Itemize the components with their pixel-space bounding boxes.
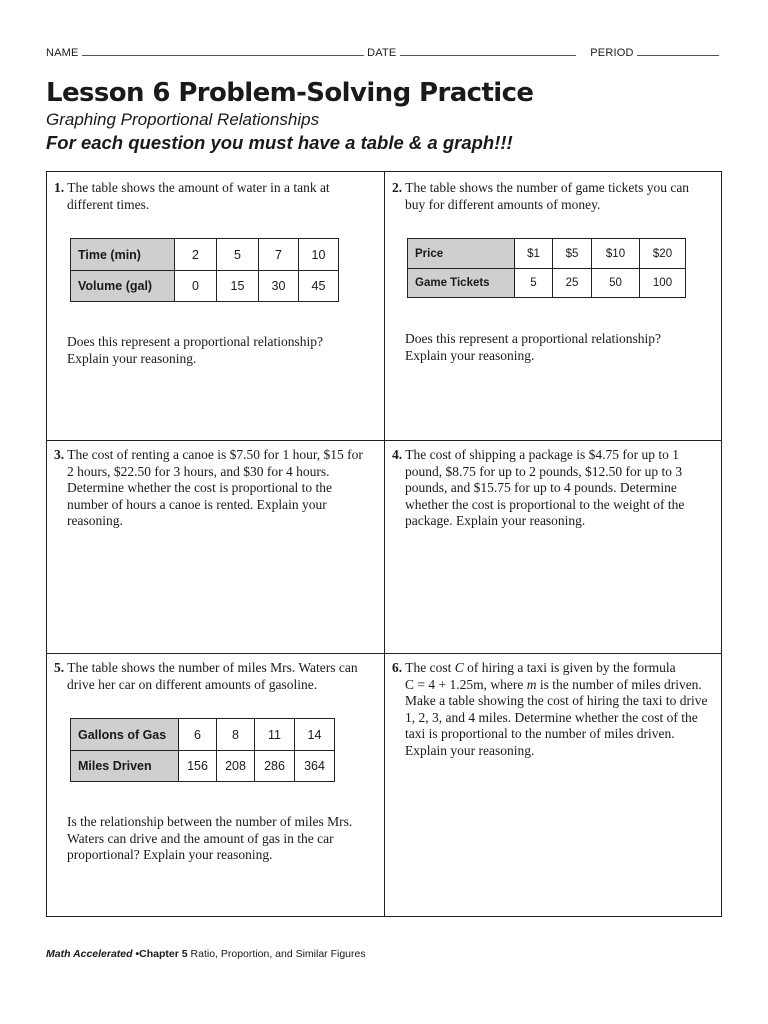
problem-line: pounds, and $15.75 for up to 4 pounds. Determine xyxy=(405,480,677,496)
problem-line: different times. xyxy=(67,196,150,212)
problem-line: The table shows the number of game tickets you can xyxy=(405,180,690,195)
table-cell: 364 xyxy=(295,751,335,782)
table-cell: 156 xyxy=(179,751,217,782)
problem-number: 5. xyxy=(54,660,65,675)
table-cell: 10 xyxy=(299,239,339,271)
problem-line: Make a table showing the cost of hiring the taxi to drive xyxy=(405,693,708,709)
table-cell: 5 xyxy=(515,269,553,298)
table-cell: 14 xyxy=(295,719,335,751)
problem-line: pound, $8.75 for up to 2 pounds, $12.50 for up to 3 xyxy=(405,463,683,479)
row-header: Volume (gal) xyxy=(71,271,175,302)
problem-line: 1, 2, 3, and 4 miles. Determine whether the cost of the xyxy=(405,709,698,725)
table-row xyxy=(71,719,335,751)
table-cell: 286 xyxy=(255,751,295,782)
problem-text-part: is the number of miles driven. xyxy=(536,676,702,692)
table-cell: 100 xyxy=(640,269,686,298)
table-cell: 11 xyxy=(255,719,295,751)
table-row xyxy=(408,239,686,269)
name-label: NAME xyxy=(46,47,79,59)
row-header: Miles Driven xyxy=(71,751,179,782)
page-title: Lesson 6 Problem-Solving Practice xyxy=(46,78,534,108)
table-cell: 0 xyxy=(175,271,217,302)
problem-number: 1. xyxy=(54,180,65,195)
period-label: PERIOD xyxy=(590,47,634,59)
problem-number: 6. xyxy=(392,660,403,675)
problem-text-part: , where xyxy=(483,676,527,692)
problem-1 xyxy=(47,172,384,440)
problem-2-question xyxy=(405,331,661,364)
problem-line: The table shows the amount of water in a tank at xyxy=(67,180,330,195)
problem-line: taxi is proportional to the number of miles driven. xyxy=(405,726,675,742)
problem-4-text xyxy=(392,447,720,530)
table-row xyxy=(71,239,339,271)
problem-line: The cost of shipping a package is $4.75 for up to 1 xyxy=(405,447,679,462)
table-cell: 30 xyxy=(259,271,299,302)
table-cell: $20 xyxy=(640,239,686,269)
question-line: Does this represent a proportional relationship? xyxy=(405,331,662,346)
problem-line: buy for different amounts of money. xyxy=(405,196,601,212)
problem-line: 2 hours, $22.50 for 3 hours, and $30 for 4 hours. xyxy=(67,463,330,479)
problem-text-part: The cost xyxy=(405,660,455,675)
page-footer xyxy=(46,948,366,960)
problem-line: Determine whether the cost is proportional to the xyxy=(67,480,333,496)
problem-6-text xyxy=(392,660,720,760)
problem-line: The cost of renting a canoe is $7.50 for 1 hour, $15 for xyxy=(67,447,363,462)
table-cell: $1 xyxy=(515,239,553,269)
question-line: Waters can drive and the amount of gas in the car xyxy=(67,830,334,846)
problem-line: whether the cost is proportional to the weight of the xyxy=(405,496,685,512)
row-header: Time (min) xyxy=(71,239,175,271)
question-line: Does this represent a proportional relationship? xyxy=(67,334,324,349)
date-label: DATE xyxy=(367,47,397,59)
problem-line: package. Explain your reasoning. xyxy=(405,513,586,529)
problem-6 xyxy=(385,654,723,918)
book-title: Math Accelerated xyxy=(46,948,133,960)
student-info-line xyxy=(46,46,722,59)
problem-number: 3. xyxy=(54,447,65,462)
problem-number: 2. xyxy=(392,180,403,195)
problem-line: The table shows the number of miles Mrs. Waters can xyxy=(67,660,358,675)
problem-4 xyxy=(385,441,723,653)
table-cell: $10 xyxy=(592,239,640,269)
question-line: Explain your reasoning. xyxy=(405,347,535,363)
problem-line: number of hours a canoe is rented. Explain your xyxy=(67,496,327,512)
chapter-title: Ratio, Proportion, and Similar Figures xyxy=(190,948,366,960)
row-header: Price xyxy=(408,239,515,269)
problem-line: drive her car on different amounts of gasoline. xyxy=(67,676,318,692)
variable-m: m xyxy=(526,676,537,692)
table-cell: 2 xyxy=(175,239,217,271)
table-cell: 15 xyxy=(217,271,259,302)
table-row xyxy=(71,271,339,302)
row-header: Gallons of Gas xyxy=(71,719,179,751)
problem-line: Explain your reasoning. xyxy=(405,742,535,758)
problem-text-part: of hiring a taxi is given by the formula xyxy=(463,660,676,675)
problem-1-text xyxy=(54,180,379,213)
chapter-label: Chapter 5 xyxy=(139,948,188,960)
taxi-formula: C = 4 + 1.25m xyxy=(405,676,484,692)
problem-1-question xyxy=(67,334,323,367)
table-cell: 208 xyxy=(217,751,255,782)
problem-grid xyxy=(46,171,722,917)
table-cell: 45 xyxy=(299,271,339,302)
question-line: Is the relationship between the number of miles Mrs. xyxy=(67,814,353,829)
table-cell: 25 xyxy=(553,269,592,298)
table-cell: $5 xyxy=(553,239,592,269)
table-row xyxy=(408,269,686,298)
problem-number: 4. xyxy=(392,447,403,462)
problem-3 xyxy=(47,441,384,653)
period-blank[interactable] xyxy=(637,46,719,56)
page-subtitle: Graphing Proportional Relationships xyxy=(46,110,320,129)
problem-5-question xyxy=(67,814,352,864)
variable-c: C xyxy=(454,660,464,675)
problem-5 xyxy=(47,654,384,918)
problem-2-text xyxy=(392,180,717,213)
question-line: proportional? Explain your reasoning. xyxy=(67,847,273,863)
question-line: Explain your reasoning. xyxy=(67,350,197,366)
footer-bullet: • xyxy=(135,948,140,960)
problem-2 xyxy=(385,172,723,440)
table-cell: 6 xyxy=(179,719,217,751)
date-blank[interactable] xyxy=(400,46,576,56)
table-cell: 5 xyxy=(217,239,259,271)
water-tank-table xyxy=(70,238,339,302)
row-header: Game Tickets xyxy=(408,269,515,298)
gas-mileage-table xyxy=(70,718,335,782)
table-cell: 8 xyxy=(217,719,255,751)
problem-5-text xyxy=(54,660,382,693)
game-tickets-table xyxy=(407,238,686,298)
problem-3-text xyxy=(54,447,382,530)
name-blank[interactable] xyxy=(82,46,364,56)
problem-line: reasoning. xyxy=(67,513,123,529)
instruction-text: For each question you must have a table & a graph!!! xyxy=(46,132,513,153)
table-row xyxy=(71,751,335,782)
table-cell: 50 xyxy=(592,269,640,298)
table-cell: 7 xyxy=(259,239,299,271)
